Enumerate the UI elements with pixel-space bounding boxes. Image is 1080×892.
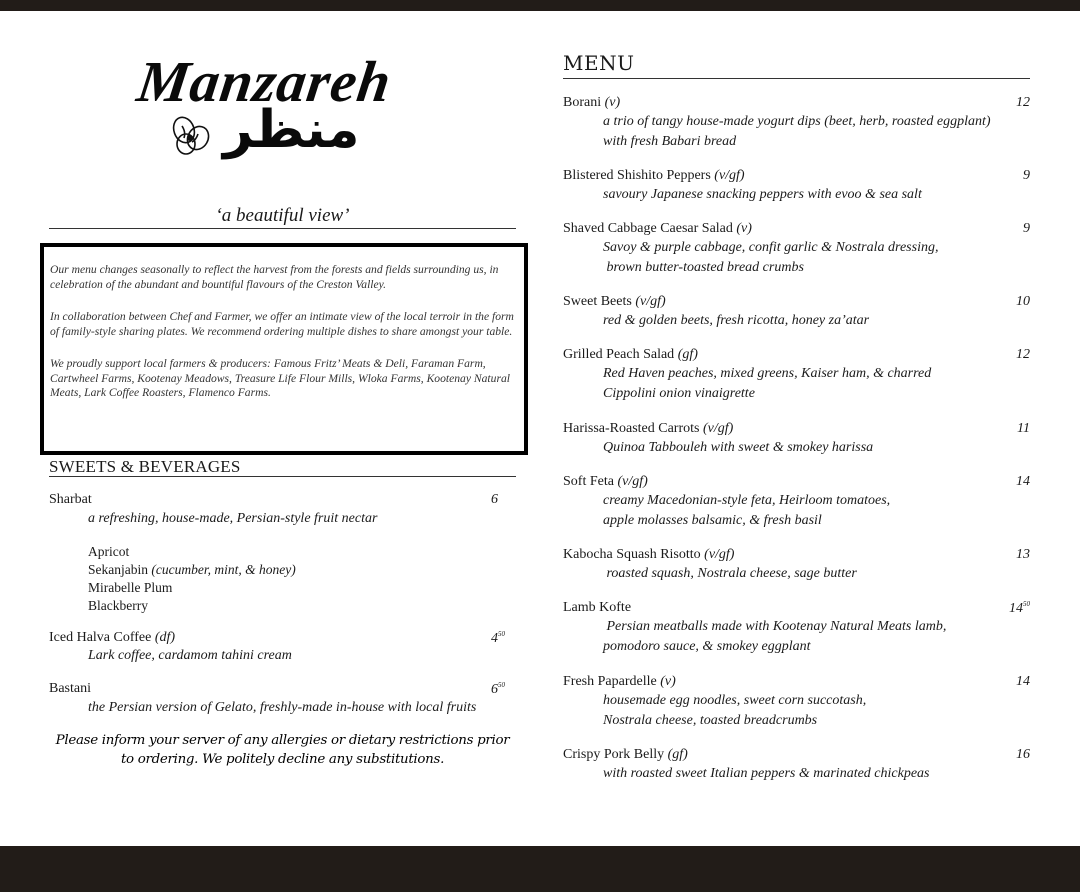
menu-item-name: Crispy Pork Belly (gf)	[563, 747, 688, 762]
menu-item-description: creamy Macedonian-style feta, Heirloom tomatoes,	[603, 493, 891, 508]
menu-item-price: 9	[1023, 168, 1030, 183]
menu-item-description: pomodoro sauce, & smokey eggplant	[603, 639, 811, 654]
flavor-item: Apricot	[88, 544, 130, 559]
intro-paragraph: In collaboration between Chef and Farmer, we offer an intimate view of the local terroir in the form of family-style sharing plates. We recommend ordering multiple dishes to share amongst your table.	[50, 310, 514, 338]
menu-item-description: Lark coffee, cardamom tahini cream	[88, 648, 292, 663]
menu-item-description: a refreshing, house-made, Persian-style fruit nectar	[88, 511, 378, 526]
menu-item-name: Sharbat	[49, 492, 92, 507]
flavor-item: Mirabelle Plum	[88, 580, 173, 595]
menu-item-name: Iced Halva Coffee (df)	[49, 630, 176, 645]
menu-item-description: red & golden beets, fresh ricotta, honey za’atar	[603, 313, 870, 328]
menu-item-price: 14	[1016, 474, 1030, 489]
menu-item-price: 14	[1016, 674, 1030, 689]
menu-item-name: Lamb Kofte	[563, 600, 632, 615]
menu-item-name: Borani (v)	[563, 95, 621, 110]
menu-item-price: 11	[1017, 421, 1030, 436]
top-border-bar	[0, 0, 1080, 11]
allergy-notice: Please inform your server of any allergies or dietary restrictions prior to ordering. We politely decline any substitutions.	[55, 733, 510, 767]
flavor-item: Sekanjabin (cucumber, mint, & honey)	[88, 562, 296, 577]
menu-item-description: brown butter-toasted bread crumbs	[603, 260, 804, 275]
intro-paragraph: Our menu changes seasonally to reflect the harvest from the forests and fields surrounding us, in celebration of the abundant and bountiful flavours of the Creston Valley.	[50, 263, 499, 291]
menu-item-price: $14^{50}$	[1009, 600, 1030, 616]
menu-item-description: Quinoa Tabbouleh with sweet & smokey harissa	[603, 440, 874, 455]
menu-item-price: 10	[1016, 294, 1030, 309]
menu-item-name: Shaved Cabbage Caesar Salad (v)	[563, 221, 752, 236]
menu-item-description: Red Haven peaches, mixed greens, Kaiser ham, & charred	[603, 366, 932, 381]
menu-item-price: 12	[1016, 95, 1030, 110]
flavor-item: Blackberry	[88, 598, 148, 613]
menu-item-price: 9	[1023, 221, 1030, 236]
menu-item-price: $4^{50}$	[491, 630, 505, 646]
menu-item-description: the Persian version of Gelato, freshly-made in-house with local fruits	[88, 700, 477, 715]
menu-item-name: Kabocha Squash Risotto (v/gf)	[563, 547, 735, 562]
menu-item-price: 12	[1016, 347, 1030, 362]
intro-paragraph: We proudly support local farmers & producers: Famous Fritz’ Meats & Deli, Faraman Farm, Cartwheel Farms, Kootenay Meadows, Treasure Life Flour Mills, Wloka Farms, Kootenay Natural Meats, Lark Coffee Roasters, Flamenco Farms.	[50, 357, 510, 399]
menu-item-description: Cippolini onion vinaigrette	[603, 386, 755, 401]
menu-item-description: Savoy & purple cabbage, confit garlic & Nostrala dressing,	[603, 240, 939, 255]
menu-item-price: 13	[1016, 547, 1030, 562]
menu-item-description: housemade egg noodles, sweet corn succotash,	[603, 693, 867, 708]
tagline: ‘a beautiful view’	[215, 205, 350, 226]
flavor-list	[88, 543, 296, 615]
menu-item-description: with fresh Babari bread	[603, 134, 737, 149]
divider	[49, 228, 516, 229]
logo-arabic-wordmark: منظر	[223, 100, 360, 160]
menu-item-name: Bastani	[49, 681, 91, 696]
menu-item-name: Sweet Beets (v/gf)	[563, 294, 666, 309]
menu-item-name: Soft Feta (v/gf)	[563, 474, 648, 489]
menu-item-description: savoury Japanese snacking peppers with evoo & sea salt	[603, 187, 922, 202]
logo-wordmark: Manzareh	[133, 49, 396, 114]
menu-item-price: 6	[491, 492, 498, 507]
menu-item-price: $6^{50}$	[491, 681, 505, 697]
intro-box	[40, 243, 528, 455]
menu-item-description: Nostrala cheese, toasted breadcrumbs	[603, 713, 818, 728]
menu-item-price: 16	[1016, 747, 1030, 762]
bottom-border-bar	[0, 846, 1080, 892]
logo	[133, 48, 428, 183]
menu-item-description: a trio of tangy house-made yogurt dips (beet, herb, roasted eggplant)	[603, 114, 991, 129]
menu-item-description: roasted squash, Nostrala cheese, sage butter	[603, 566, 857, 581]
menu-heading: MENU	[563, 51, 635, 75]
divider	[49, 476, 516, 477]
menu-item-description: with roasted sweet Italian peppers & marinated chickpeas	[603, 766, 930, 781]
menu-item-name: Fresh Papardelle (v)	[563, 674, 676, 689]
menu-item-name: Blistered Shishito Peppers (v/gf)	[563, 168, 745, 183]
menu-item-description: apple molasses balsamic, & fresh basil	[603, 513, 822, 528]
menu-item-name: Grilled Peach Salad (gf)	[563, 347, 698, 362]
menu-item-name: Harissa-Roasted Carrots (v/gf)	[563, 421, 734, 436]
orchid-flower-icon	[168, 112, 216, 160]
sweets-heading: SWEETS & BEVERAGES	[49, 457, 241, 476]
menu-item-description: Persian meatballs made with Kootenay Natural Meats lamb,	[603, 619, 947, 634]
divider	[563, 78, 1030, 79]
